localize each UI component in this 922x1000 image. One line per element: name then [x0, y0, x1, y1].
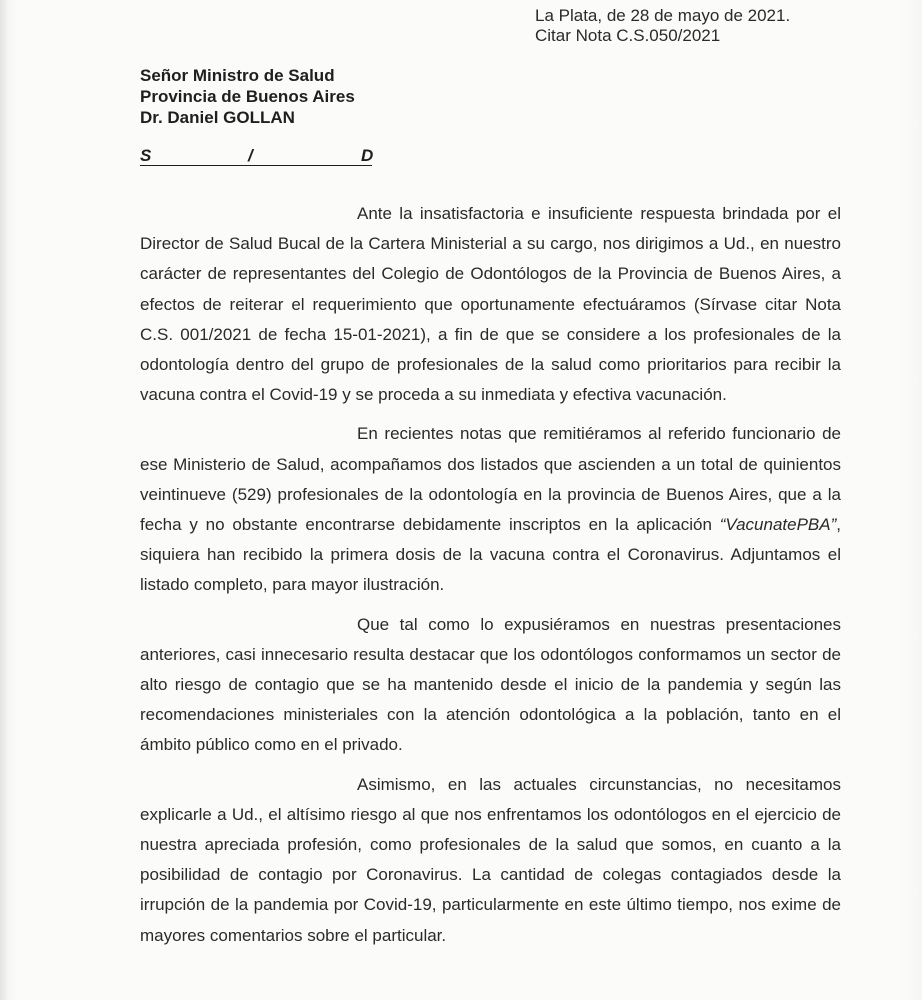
paragraph-request: Ante la insatisfactoria e insuficiente respuesta brindada por el Director de Salud Bucal de la Cartera Ministerial a su cargo, nos dirigimos a Ud., en nuestro carácter de representantes del Colegio de Odontólogos de la Provincia de Buenos Aires, a efectos de reiterar el requerimiento que oportunamente efectuáramos (Sírvase citar Nota C.S. 001/2021 de fecha 15-01-2021), a fin de que se considere a los profesionales de la odontología dentro del grupo de profesionales de la salud como prioritarios para recibir la vacuna contra el Covid-19 y se proceda a su inmediata y efectiva vacunación. [140, 204, 841, 405]
addressee-name: Dr. Daniel GOLLAN [140, 108, 295, 127]
paragraph-lists [140, 419, 841, 600]
addressee-block [140, 65, 355, 128]
paragraph-lists-after: , siquiera han recibido la primera dosis de la vacuna contra el Coronavirus. Adjuntamos el listado completo, para mayor ilustración. [140, 515, 841, 595]
reference-note: Citar Nota C.S.050/2021 [535, 26, 721, 45]
addressee-title: Señor Ministro de Salud [140, 66, 335, 85]
salutation-d: D [361, 146, 374, 165]
letter-body [140, 199, 841, 960]
salutation-underline [140, 165, 372, 166]
paragraph-contagion-risk: Asimismo, en las actuales circunstancias, no necesitamos explicarle a Ud., el altísimo riesgo al que nos enfrentamos los odontólogos en el ejercicio de nuestra apreciada profesión, como profesionales de la salud que somos, en cuanto a la posibilidad de contagio por Coronavirus. La cantidad de colegas contagiados desde la irrupción de la pandemia por Covid-19, particularmente en este último tiempo, nos exime de mayores comentarios sobre el particular. [140, 774, 841, 945]
page-edge-shadow [0, 0, 8, 1000]
app-name: “VacunatePBA” [719, 515, 837, 535]
paragraph-risk-sector: Que tal como lo expusiéramos en nuestras presentaciones anteriores, casi innecesario resulta destacar que los odontólogos conformamos un sector de alto riesgo de contagio que se ha mantenido desde el inicio de la pandemia y según las recomendaciones ministeriales con la atención odontológica a la población, tanto en el ámbito público como en el privado. [140, 614, 841, 755]
addressee-province: Provincia de Buenos Aires [140, 87, 355, 106]
place-date: La Plata, de 28 de mayo de 2021. [535, 6, 791, 25]
letter-header [535, 6, 790, 46]
paragraph-lists-before: En recientes notas que remitiéramos al referido funcionario de ese Ministerio de Salud, acompañamos dos listados que ascienden a un total de quinientos veintinueve (529) profesionales de la odontología en la provincia de Buenos Aires, que a la fecha y no obstante encontrarse debidamente inscriptos en la aplicación [140, 424, 841, 535]
salutation-slash: / [248, 146, 253, 165]
salutation-s: S [140, 146, 152, 165]
salutation-line [140, 146, 372, 168]
